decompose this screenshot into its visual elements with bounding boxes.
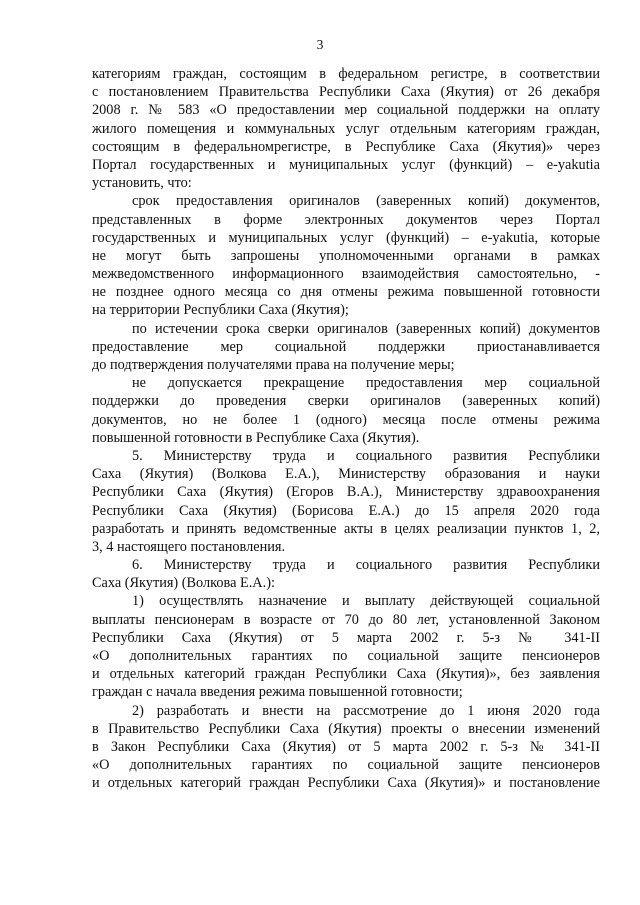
text-line: 6. Министерству труда и социального развития Республики [132, 557, 600, 574]
text-line: предоставление мер социальной поддержки приостанавливается [92, 338, 600, 355]
text-line: состоящим в федеральномрегистре, в Республике Саха (Якутия)» через [92, 138, 600, 155]
text-line: Республики Саха (Якутия) (Егоров В.А.), Министерству здравоохранения [92, 484, 600, 501]
text-line: в Правительство Республики Саха (Якутия) проекты о внесении изменений [92, 720, 600, 737]
text-line: Саха (Якутия) (Волкова Е.А.): [92, 575, 275, 592]
text-line: и отдельных категорий граждан Республики Саха (Якутия)» и постановление [92, 775, 600, 792]
text-line: и отдельных категорий граждан Республики Саха (Якутия)», без заявления [92, 666, 600, 683]
text-line: не допускается прекращение предоставления мер социальной [132, 375, 600, 392]
text-line: категориям граждан, состоящим в федеральном регистре, в соответствии [92, 66, 600, 82]
text-line: на территории Республики Саха (Якутия); [92, 302, 349, 319]
text-line: разработать и принять ведомственные акты в целях реализации пунктов 1, 2, [92, 520, 600, 537]
text-line: «О дополнительных гарантиях по социальной защите пенсионеров [92, 648, 600, 664]
text-line: Портал государственных и муниципальных услуг (функций) – e-yakutia [92, 156, 600, 173]
text-line: 3, 4 настоящего постановления. [92, 538, 286, 555]
text-line: поддержки до проведения сверки оригиналов (заверенных копий) [92, 393, 600, 410]
text-line: Республики Саха (Якутия) (Борисова Е.А.) до 15 апреля 2020 года [92, 502, 600, 519]
text-line: 2008 г. № 583 «О предоставлении мер социальной поддержки на оплату [92, 102, 600, 119]
text-line: граждан с начала введения режима повышенной готовности; [92, 684, 463, 701]
text-line: 1) осуществлять назначение и выплату действующей социальной [132, 593, 600, 610]
text-line: «О дополнительных гарантиях по социальной защите пенсионеров [92, 757, 600, 774]
text-line: представленных в форме электронных документов через Портал [92, 211, 600, 228]
text-line: срок предоставления оригиналов (заверенных копий) документов, [132, 193, 600, 210]
text-line: Саха (Якутия) (Волкова Е.А.), Министерству образования и науки [92, 466, 600, 483]
text-line: установить, что: [92, 175, 192, 192]
text-line: не позднее одного месяца со дня отмены режима повышенной готовности [92, 284, 600, 301]
text-line: межведомственного информационного взаимодействия самостоятельно, - [92, 266, 600, 283]
text-line: 5. Министерству труда и социального развития Республики [132, 447, 600, 464]
text-line: 2) разработать и внести на рассмотрение до 1 июня 2020 года [132, 702, 600, 719]
page-number: 3 [316, 37, 324, 52]
text-line: государственных и муниципальных услуг (функций) – e-yakutia, которые [92, 229, 600, 246]
text-line: по истечении срока сверки оригиналов (заверенных копий) документов [132, 320, 600, 337]
text-line: не могут быть запрошены уполномоченными органами в рамках [92, 247, 600, 264]
document-body [92, 65, 600, 793]
text-line: жилого помещения и коммунальных услуг отдельным категориям граждан, [92, 120, 600, 137]
text-line: Республики Саха (Якутия) от 5 марта 2002 г. 5-з № 341-II [92, 629, 600, 646]
text-line: в Закон Республики Саха (Якутия) от 5 марта 2002 г. 5-з № 341-II [92, 738, 600, 755]
text-line: выплаты пенсионерам в возрасте от 70 до 80 лет, установленной Законом [92, 611, 600, 628]
text-line: до подтверждения получателями права на получение меры; [92, 357, 455, 373]
text-line: с постановлением Правительства Республики Саха (Якутия) от 26 декабря [92, 84, 600, 101]
text-line: документов, но не более 1 (одного) месяца после отмены режима [92, 411, 600, 428]
text-line: повышенной готовности в Республике Саха (Якутия). [92, 429, 420, 446]
